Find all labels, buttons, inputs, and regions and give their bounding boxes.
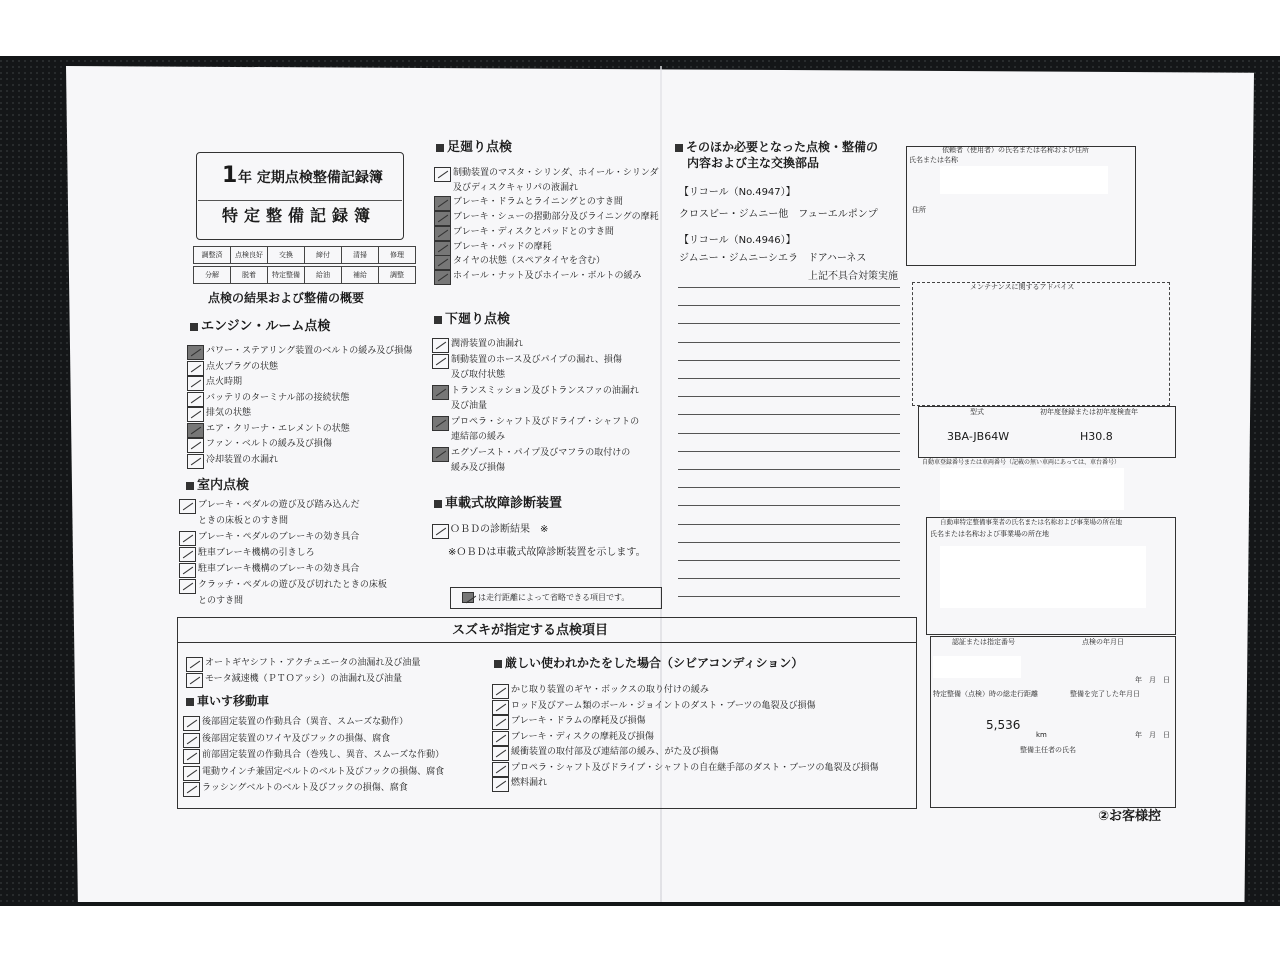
engine-room-heading [190, 320, 330, 335]
ruled-line [678, 578, 900, 579]
ruled-line [678, 469, 900, 470]
other-heading-line1 [675, 141, 878, 155]
list-item: ブレーキ・ドラムとライニングとのすき間 [453, 197, 623, 208]
underbody-heading [434, 313, 510, 328]
gray-check-icon[interactable] [434, 211, 451, 226]
shop-label: 自動車特定整備事業者の氏名または名称および事業場の所在地 [940, 518, 1122, 526]
list-item: タイヤの状態（スペアタイヤを含む） [453, 256, 606, 267]
list-item: 制動装置のホース及びパイプの漏れ、損傷 [451, 354, 622, 365]
diagonal-check-icon[interactable] [179, 531, 196, 546]
top-white-band [0, 0, 1280, 56]
diagonal-check-icon[interactable] [492, 746, 509, 761]
gray-check-icon[interactable] [434, 255, 451, 270]
done-ym-label: 年 月 日 [1135, 731, 1170, 739]
obd-checkbox[interactable] [432, 524, 449, 539]
summary-heading: 点検の結果および整備の概要 [208, 291, 365, 305]
legend-note: は走行距離によって省略できる項目です。 [478, 593, 630, 602]
chief-label: 整備主任者の氏名 [1020, 746, 1076, 754]
suzuki-header-divider [178, 642, 916, 643]
list-item: 後部固定装置の作動具合（異音、スムーズな動作） [202, 717, 409, 727]
diagonal-check-icon[interactable] [492, 715, 509, 730]
list-item: モータ減速機（ＰＴＯアッシ）の油漏れ及び油量 [205, 674, 403, 684]
diagonal-check-icon[interactable] [179, 579, 196, 594]
bottom-white-band [0, 906, 1280, 960]
legend-cell: 補給 [341, 266, 379, 284]
ruled-line [678, 414, 900, 415]
list-item: ブレーキ・ペダルのブレーキの効き具合 [198, 532, 360, 542]
diagonal-check-icon[interactable] [492, 731, 509, 746]
list-item: 制動装置のマスタ・シリンダ、ホイール・シリンダ [453, 168, 659, 178]
first-reg-label: 初年度登録または初年度検査年 [1040, 408, 1138, 416]
black-square-icon [186, 482, 194, 490]
redacted-name [940, 166, 1108, 194]
list-item: バッテリのターミナル部の接続状態 [206, 392, 350, 403]
redacted-reg-no [940, 468, 1124, 510]
diagonal-check-icon[interactable] [492, 684, 509, 699]
diagonal-check-icon[interactable] [186, 673, 203, 688]
done-date-label: 整備を完了した年月日 [1070, 690, 1140, 698]
ruled-line [678, 323, 900, 324]
legend-cell: 分解 [193, 266, 231, 284]
first-reg-value: H30.8 [1080, 430, 1113, 443]
ruled-line [678, 396, 900, 397]
list-item: 及び取付状態 [451, 370, 506, 380]
list-item: 燃料漏れ [511, 778, 548, 788]
title-sub: 特定整備記録簿 [222, 206, 377, 225]
reg-no-label: 自動車登録番号または車両番号（記載の無い車両にあっては、車台番号） [922, 459, 1120, 466]
list-item: ブレーキ・ドラムの摩耗及び損傷 [511, 716, 646, 726]
customer-copy-label: ②お客様控 [1098, 809, 1162, 824]
list-item: ロッド及びアーム類のボール・ジョイントのダスト・ブーツの亀裂及び損傷 [511, 700, 816, 711]
list-item: 点火プラグの状態 [206, 361, 279, 372]
interior-heading [186, 479, 249, 494]
list-item: ラッシングベルトのベルト及びフックの損傷、腐食 [202, 783, 408, 793]
black-square-icon [494, 660, 502, 668]
list-item: 潤滑装置の油漏れ [451, 339, 524, 349]
legend-cell: 脱着 [230, 266, 268, 284]
gray-check-icon[interactable] [434, 270, 451, 285]
interior-heading-text: 室内点検 [197, 478, 250, 493]
list-item: 後部固定装置のワイヤ及びフックの損傷、腐食 [202, 733, 391, 744]
name-label: 氏名または名称 [909, 156, 958, 164]
black-square-icon [675, 144, 683, 152]
ruled-line [678, 505, 900, 506]
diagonal-check-icon[interactable] [186, 657, 203, 672]
inspect-ym-label: 年 月 日 [1135, 676, 1170, 684]
obd-item: ＯＢＤの診断結果 ※ [450, 524, 549, 535]
list-item: 前部固定装置の作動具合（巻残し、異音、スムーズな作動） [202, 750, 445, 760]
other-line-1: 【リコール（No.4947）】 [679, 187, 796, 198]
client-label: 依頼者（使用者）の氏名または名称および住所 [942, 146, 1089, 154]
ruled-line [678, 433, 900, 434]
inspect-date-label: 点検の年月日 [1082, 638, 1124, 646]
gray-check-icon[interactable] [432, 416, 449, 431]
diagonal-check-icon[interactable] [492, 777, 509, 792]
odo-value: 5,536 [986, 718, 1021, 732]
shop-name-label: 氏名または名称および事業場の所在地 [930, 530, 1049, 538]
diagonal-check-icon[interactable] [179, 499, 196, 514]
ruled-line [678, 451, 900, 452]
gray-check-icon[interactable] [432, 447, 449, 462]
ruled-line [678, 342, 900, 343]
list-item: エア・クリーナ・エレメントの状態 [206, 423, 350, 434]
diagonal-check-icon[interactable] [187, 438, 204, 453]
list-item: 緩衝装置の取付部及び連結部の緩み、がた及び損傷 [511, 747, 719, 757]
list-item: ブレーキ・ディスクとパッドとのすき間 [453, 226, 614, 237]
diagonal-check-icon[interactable] [183, 716, 200, 731]
list-item: 電動ウインチ兼固定ベルトのベルト及びフックの損傷、腐食 [202, 766, 445, 777]
other-line-4: ジムニー・ジムニーシエラ ドアハーネス [679, 253, 867, 264]
model-value: 3BA-JB64W [947, 430, 1010, 443]
diagonal-check-icon[interactable] [492, 700, 509, 715]
list-item: パワー・ステアリング装置のベルトの緩み及び損傷 [206, 346, 413, 356]
diagonal-check-icon[interactable] [179, 563, 196, 578]
model-label: 型式 [970, 408, 984, 416]
list-item: 駐車ブレーキ機構のブレーキの効き具合 [198, 564, 360, 574]
black-square-icon [190, 323, 198, 331]
legend-cell: 交換 [267, 246, 305, 264]
black-square-icon [436, 144, 444, 152]
suzuki-heading: スズキが指定する点検項目 [452, 623, 609, 638]
diagonal-check-icon[interactable] [187, 407, 204, 422]
legend-cell: 修理 [378, 246, 416, 264]
other-line-5: 上記不具合対策実施 [808, 271, 898, 282]
list-item: 及びディスクキャリパの液漏れ [453, 182, 579, 193]
feet-heading [436, 141, 512, 156]
cert-label: 認証または指定番号 [952, 638, 1015, 646]
list-item: かじ取り装置のギヤ・ボックスの取り付けの緩み [511, 685, 709, 695]
wheelchair-heading [186, 695, 269, 709]
diagonal-check-icon[interactable] [434, 167, 451, 182]
legend-grid [193, 246, 415, 286]
list-item: プロペラ・シャフト及びドライブ・シャフトの [451, 416, 640, 427]
title-main: 年 定期点検整備記録簿 [238, 170, 383, 186]
list-item: オートギヤシフト・アクチュエータの油漏れ及び油量 [205, 658, 421, 668]
engine-room-heading-text: エンジン・ルーム点検 [201, 319, 331, 334]
legend-cell: 点検良好 [230, 246, 268, 264]
list-item: 及び油量 [451, 401, 488, 411]
list-item: ブレーキ・シューの摺動部分及びライニングの摩耗 [453, 212, 659, 223]
advice-label: メンテナンスに関するアドバイス [970, 283, 1075, 291]
diagonal-check-icon[interactable] [179, 547, 196, 562]
diagonal-check-icon[interactable] [183, 782, 200, 797]
gray-check-icon[interactable] [187, 345, 204, 360]
list-item: ブレーキ・ペダルの遊び及び踏み込んだ [198, 500, 360, 510]
list-item: ファン・ベルトの緩み及び損傷 [206, 439, 332, 449]
other-heading-line2: 内容および主な交換部品 [687, 156, 820, 170]
list-item: 冷却装置の水漏れ [206, 454, 279, 465]
other-line-2: クロスビー・ジムニー他 フューエルポンプ [679, 209, 878, 220]
diagonal-check-icon[interactable] [187, 376, 204, 391]
obd-heading-text: 車載式故障診断装置 [445, 496, 563, 511]
list-item: ブレーキ・パッドの摩耗 [453, 241, 552, 252]
diagonal-check-icon[interactable] [183, 766, 200, 781]
list-item: とのすき間 [198, 596, 244, 606]
ruled-line [678, 378, 900, 379]
redacted-shop [940, 546, 1146, 608]
legend-cell: 調整済 [193, 246, 231, 264]
diagonal-check-icon[interactable] [187, 392, 204, 407]
ruled-line [678, 524, 900, 525]
black-square-icon [434, 500, 442, 508]
list-item: エグゾースト・パイプ及びマフラの取付けの [451, 447, 631, 458]
gray-check-icon[interactable] [434, 196, 451, 211]
gray-check-icon[interactable] [432, 385, 449, 400]
ruled-line [678, 542, 900, 543]
gray-check-icon[interactable] [434, 226, 451, 241]
ruled-line [678, 305, 900, 306]
list-item: ときの床板とのすき間 [198, 516, 289, 526]
black-square-icon [434, 316, 442, 324]
list-item: 緩み及び損傷 [451, 463, 506, 473]
black-square-icon [186, 698, 194, 706]
diagonal-check-icon[interactable] [432, 354, 449, 369]
legend-cell: 締付 [304, 246, 342, 264]
diagonal-check-icon[interactable] [492, 762, 509, 777]
gray-check-icon [462, 592, 474, 603]
list-item: 駐車ブレーキ機構の引きしろ [198, 548, 315, 558]
other-heading-text1: そのほか必要となった点検・整備の [686, 140, 879, 154]
ruled-line [678, 360, 900, 361]
address-label: 住所 [912, 206, 926, 214]
list-item: 排気の状態 [206, 408, 252, 418]
severe-heading-text: 厳しい使われかたをした場合（シビアコンディション） [505, 656, 804, 670]
odo-label: 特定整備（点検）時の総走行距離 [933, 690, 1038, 698]
obd-heading [434, 497, 562, 512]
list-item: 点火時期 [206, 377, 243, 387]
wheelchair-heading-text: 車いす移動車 [197, 694, 270, 708]
ruled-line [678, 487, 900, 488]
ruled-line [678, 287, 900, 288]
diagonal-check-icon[interactable] [432, 338, 449, 353]
other-line-3: 【リコール（No.4946）】 [679, 235, 796, 246]
diagonal-check-icon[interactable] [187, 361, 204, 376]
redacted-cert [933, 656, 1021, 678]
advice-box [912, 282, 1170, 406]
feet-heading-text: 足廻り点検 [447, 140, 513, 155]
diagonal-check-icon[interactable] [183, 749, 200, 764]
diagonal-check-icon[interactable] [187, 454, 204, 469]
gray-check-icon[interactable] [187, 423, 204, 438]
ruled-line [678, 560, 900, 561]
odo-unit: km [1036, 731, 1047, 739]
gray-check-icon[interactable] [434, 241, 451, 256]
legend-cell: 調整 [378, 266, 416, 284]
title-year: 1 [222, 163, 238, 188]
legend-cell: 清掃 [341, 246, 379, 264]
ruled-line [678, 596, 900, 597]
diagonal-check-icon[interactable] [183, 733, 200, 748]
list-item: クラッチ・ペダルの遊び及び切れたときの床板 [198, 580, 387, 590]
title-divider [198, 200, 402, 201]
list-item: ホイール・ナット及びホイール・ボルトの緩み [453, 270, 642, 281]
legend-cell: 特定整備 [267, 266, 305, 284]
underbody-heading-text: 下廻り点検 [445, 312, 511, 327]
list-item: プロペラ・シャフト及びドライブ・シャフトの自在継手部のダスト・ブーツの亀裂及び損傷 [511, 762, 879, 773]
list-item: トランスミッション及びトランスファの油漏れ [451, 385, 639, 396]
list-item: ブレーキ・ディスクの摩耗及び損傷 [511, 731, 654, 742]
obd-note: ※ＯＢＤは車載式故障診断装置を示します。 [448, 547, 646, 558]
list-item: 連結部の緩み [451, 432, 506, 442]
severe-heading [494, 657, 803, 671]
legend-cell: 給油 [304, 266, 342, 284]
